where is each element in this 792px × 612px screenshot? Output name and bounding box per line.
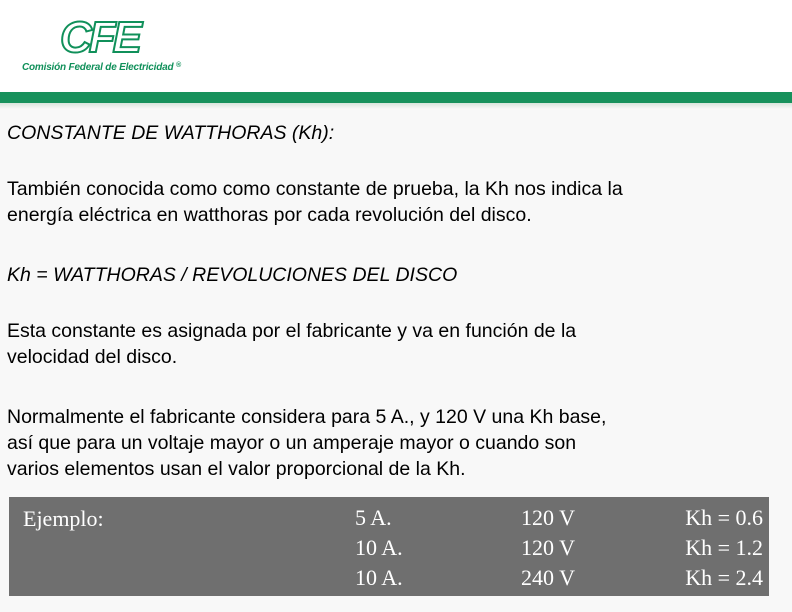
- registered-mark: ®: [176, 62, 181, 69]
- logo-company-name: [22, 62, 181, 73]
- assignment-paragraph: [7, 318, 576, 370]
- example-kh: Kh = 1.2: [685, 535, 763, 560]
- header-divider-bar: [0, 92, 792, 103]
- example-row: [9, 565, 769, 595]
- description-line: energía eléctrica en watthoras por cada revolución del disco.: [7, 204, 532, 226]
- example-label: Ejemplo:: [23, 506, 104, 531]
- section-title: CONSTANTE DE WATTHORAS (Kh):: [7, 122, 335, 144]
- example-row: [9, 535, 769, 565]
- normal-line: varios elementos usan el valor proporcional de la Kh.: [7, 458, 466, 480]
- normal-line: así que para un voltaje mayor o un amperaje mayor o cuando son: [7, 432, 577, 454]
- example-current: 10 A.: [355, 565, 403, 590]
- example-row: [9, 505, 769, 535]
- example-voltage: 120 V: [521, 505, 575, 530]
- logo-company-name-text: Comisión Federal de Electricidad: [22, 62, 174, 73]
- normal-paragraph: [7, 404, 606, 482]
- header-divider-shade: [0, 103, 792, 109]
- description-paragraph: [7, 176, 623, 228]
- example-kh: Kh = 2.4: [685, 565, 763, 590]
- example-table: [9, 497, 769, 596]
- logo-mark: CFE: [60, 13, 139, 62]
- example-voltage: 240 V: [521, 565, 575, 590]
- cfe-logo: [20, 14, 195, 80]
- example-current: 5 A.: [355, 505, 392, 530]
- header: [0, 0, 792, 92]
- normal-line: Normalmente el fabricante considera para 5 A., y 120 V una Kh base,: [7, 406, 607, 428]
- formula: Kh = WATTHORAS / REVOLUCIONES DEL DISCO: [7, 264, 458, 286]
- assignment-line: velocidad del disco.: [7, 346, 178, 368]
- example-kh: Kh = 0.6: [685, 505, 763, 530]
- assignment-line: Esta constante es asignada por el fabricante y va en función de la: [7, 320, 577, 342]
- example-voltage: 120 V: [521, 535, 575, 560]
- example-current: 10 A.: [355, 535, 403, 560]
- description-line: También conocida como como constante de prueba, la Kh nos indica la: [7, 178, 623, 200]
